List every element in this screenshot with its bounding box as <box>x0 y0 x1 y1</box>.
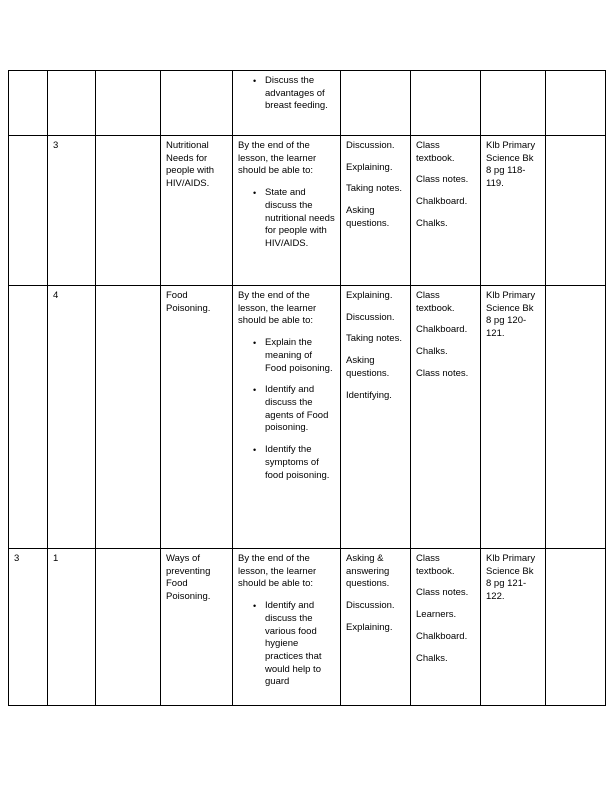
cell-text: Chalks. <box>416 346 448 358</box>
remarks-cell <box>546 71 606 136</box>
cell-text: Class notes. <box>416 174 469 186</box>
cell-text: Klb Primary Science Bk 8 pg 118-119. <box>486 140 536 190</box>
cell-text: Ways of preventing Food Poisoning. <box>166 553 211 603</box>
references-cell <box>481 549 546 706</box>
cell-text: 1 <box>53 553 59 564</box>
bullet-text: Discuss the advantages of breast feeding. <box>265 75 328 112</box>
cell-text: Asking questions. <box>346 355 390 379</box>
cell-text: Class textbook. <box>416 140 455 164</box>
cell-text: Asking questions. <box>346 205 390 229</box>
cell-text: Identifying. <box>346 389 392 401</box>
cell-text: Class textbook. <box>416 553 455 577</box>
bullet-item <box>238 75 336 113</box>
week-cell <box>9 549 48 706</box>
resources-cell <box>411 549 481 706</box>
subtopic-cell <box>161 286 233 549</box>
bullet-dot-icon: • <box>253 385 257 396</box>
cell-text: Taking notes. <box>346 183 402 195</box>
cell-text: Chalks. <box>416 217 448 229</box>
remarks-cell <box>546 549 606 706</box>
lesson-cell <box>48 136 96 286</box>
bullet-dot-icon: • <box>253 445 257 456</box>
cell-text: Explaining. <box>346 290 393 301</box>
remarks-cell <box>546 286 606 549</box>
cell-text: Discussion. <box>346 600 395 612</box>
cell-text: Class notes. <box>416 367 469 379</box>
lesson-cell <box>48 286 96 549</box>
bullet-item <box>238 600 336 689</box>
bullet-text: State and discuss the nutritional needs for people with HIV/AIDS. <box>265 187 335 250</box>
cell-text: 4 <box>53 290 59 301</box>
references-cell <box>481 71 546 136</box>
cell-text: Discussion. <box>346 140 395 151</box>
objectives-cell <box>233 286 341 549</box>
bullet-text: Identify the symptoms of food poisoning. <box>265 444 330 481</box>
topic-cell <box>96 286 161 549</box>
week-cell <box>9 136 48 286</box>
references-cell <box>481 136 546 286</box>
lesson-cell <box>48 549 96 706</box>
subtopic-cell <box>161 136 233 286</box>
bullet-item <box>238 444 336 482</box>
activities-cell <box>341 286 411 549</box>
bullet-text: Identify and discuss the various food hygiene practices that would help to guard <box>265 600 322 688</box>
bullet-dot-icon: • <box>253 188 257 199</box>
table-row <box>9 71 606 136</box>
subtopic-cell <box>161 71 233 136</box>
bullet-text: Identify and discuss the agents of Food poisoning. <box>265 384 329 434</box>
references-cell <box>481 286 546 549</box>
lesson-cell <box>48 71 96 136</box>
week-cell <box>9 71 48 136</box>
activities-cell <box>341 136 411 286</box>
table-row <box>9 286 606 549</box>
cell-text: Klb Primary Science Bk 8 pg 121-122. <box>486 553 536 603</box>
cell-text: By the end of the lesson, the learner should be able to: <box>238 553 317 590</box>
cell-text: 3 <box>53 140 59 151</box>
cell-text: Food Poisoning. <box>166 290 211 314</box>
cell-text: Explaining. <box>346 161 393 173</box>
cell-text: 3 <box>14 553 20 564</box>
cell-text: Klb Primary Science Bk 8 pg 120-121. <box>486 290 536 340</box>
scheme-table-body <box>9 71 606 706</box>
cell-text: Asking & answering questions. <box>346 553 390 590</box>
bullet-dot-icon: • <box>253 338 257 349</box>
topic-cell <box>96 136 161 286</box>
bullet-dot-icon: • <box>253 601 257 612</box>
objectives-cell <box>233 71 341 136</box>
cell-text: Discussion. <box>346 311 395 323</box>
resources-cell <box>411 71 481 136</box>
cell-text: Class textbook. <box>416 290 455 314</box>
cell-text: Chalks. <box>416 652 448 664</box>
table-row <box>9 549 606 706</box>
subtopic-cell <box>161 549 233 706</box>
topic-cell <box>96 549 161 706</box>
remarks-cell <box>546 136 606 286</box>
objectives-cell <box>233 136 341 286</box>
cell-text: Chalkboard. <box>416 196 468 208</box>
cell-text: Chalkboard. <box>416 324 468 336</box>
cell-text: By the end of the lesson, the learner should be able to: <box>238 140 317 177</box>
activities-cell <box>341 549 411 706</box>
topic-cell <box>96 71 161 136</box>
cell-text: Learners. <box>416 609 457 621</box>
bullet-dot-icon: • <box>253 76 257 86</box>
resources-cell <box>411 136 481 286</box>
table-row <box>9 136 606 286</box>
cell-text: Explaining. <box>346 621 393 633</box>
week-cell <box>9 286 48 549</box>
resources-cell <box>411 286 481 549</box>
cell-text: Chalkboard. <box>416 630 468 642</box>
cell-text: Taking notes. <box>346 333 402 345</box>
cell-text: Nutritional Needs for people with HIV/AIDS. <box>166 140 215 190</box>
bullet-item <box>238 384 336 435</box>
bullet-text: Explain the meaning of Food poisoning. <box>265 337 333 374</box>
objectives-cell <box>233 549 341 706</box>
cell-text: Class notes. <box>416 587 469 599</box>
bullet-item <box>238 337 336 375</box>
activities-cell <box>341 71 411 136</box>
bullet-item <box>238 187 336 251</box>
scheme-of-work-table <box>8 70 606 706</box>
cell-text: By the end of the lesson, the learner should be able to: <box>238 290 317 327</box>
